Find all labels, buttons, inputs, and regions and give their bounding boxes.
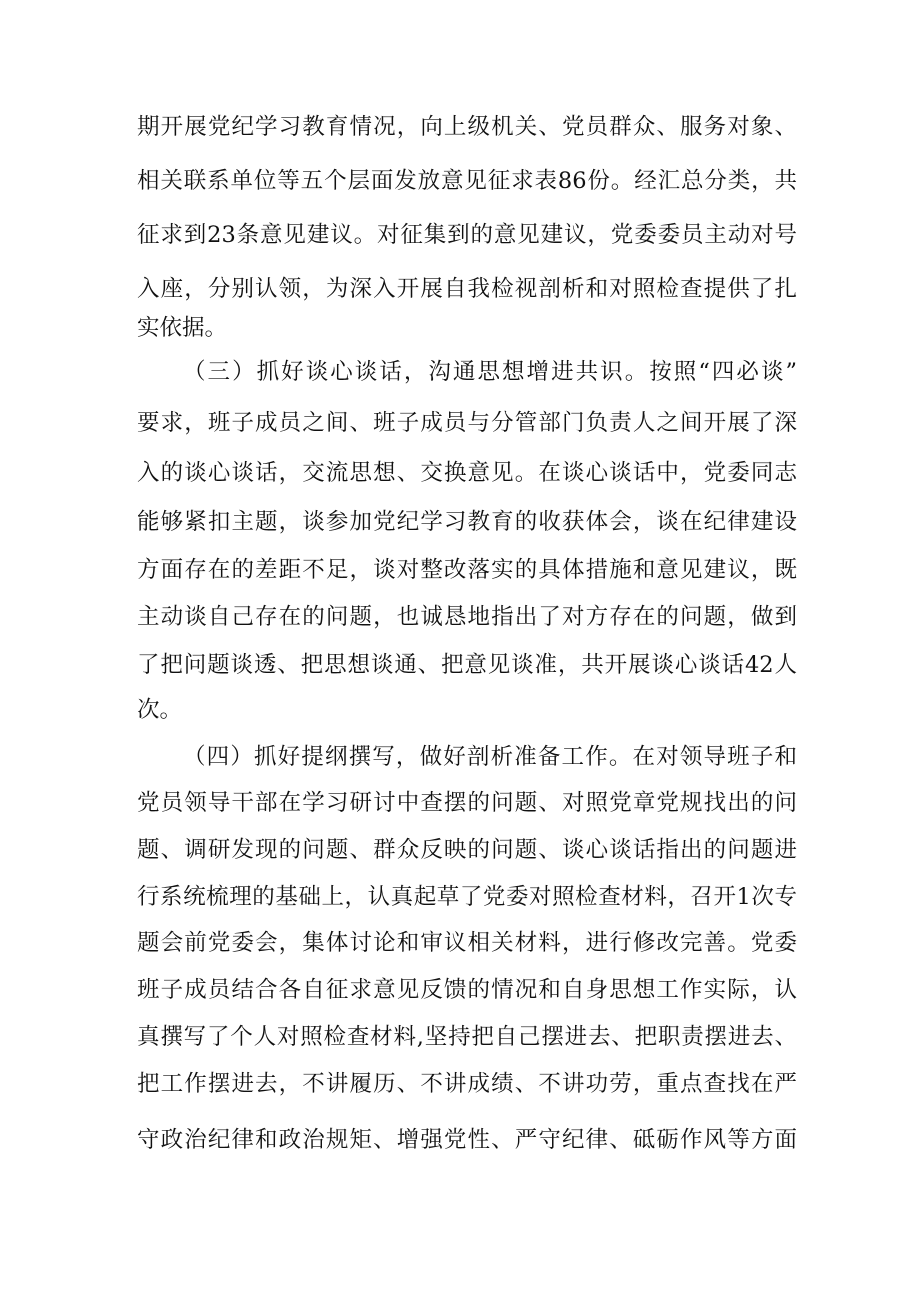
- text-line: 方面存在的差距不足，谈对整改落实的具体措施和意见建议，既: [137, 557, 797, 583]
- text-line: 征求到23条意见建议。对征集到的意见建议，党委委员主动对号: [137, 222, 797, 248]
- section-heading-line: （三）抓好谈心谈话，沟通思想增进共识。按照“四必谈”: [183, 359, 797, 385]
- text-line: 党员领导干部在学习研讨中查摆的问题、对照党章党规找出的问: [137, 790, 797, 816]
- text-line: 守政治纪律和政治规矩、增强党性、严守纪律、砥砺作风等方面: [137, 1127, 797, 1153]
- text-line: 题会前党委会，集体讨论和审议相关材料，进行修改完善。党委: [137, 930, 797, 956]
- text-line: 题、调研发现的问题、群众反映的问题、谈心谈话指出的问题进: [137, 837, 797, 863]
- text-line: 次。: [137, 697, 183, 723]
- text-line: 期开展党纪学习教育情况，向上级机关、党员群众、服务对象、: [137, 114, 797, 140]
- text-line: 班子成员结合各自征求意见反馈的情况和自身思想工作实际，认: [137, 977, 797, 1003]
- text-line: 入的谈心谈话，交流思想、交换意见。在谈心谈话中，党委同志: [137, 460, 797, 486]
- text-line: 实依据。: [137, 315, 228, 341]
- text-line: 了把问题谈透、把思想谈通、把意见谈准，共开展谈心谈话42人: [137, 652, 797, 678]
- section-heading-line: （四）抓好提纲撰写，做好剖析准备工作。在对领导班子和: [183, 744, 797, 770]
- text-line: 要求，班子成员之间、班子成员与分管部门负责人之间开展了深: [137, 410, 797, 436]
- text-line: 把工作摆进去，不讲履历、不讲成绩、不讲功劳，重点查找在严: [137, 1071, 797, 1097]
- text-line: 能够紧扣主题，谈参加党纪学习教育的收获体会，谈在纪律建设: [137, 509, 797, 535]
- text-line: 入座，分别认领，为深入开展自我检视剖析和对照检查提供了扎: [137, 276, 797, 302]
- text-line: 真撰写了个人对照检查材料,坚持把自己摆进去、把职责摆进去、: [137, 1024, 797, 1050]
- text-line: 主动谈自己存在的问题，也诚恳地指出了对方存在的问题，做到: [137, 604, 797, 630]
- text-line: 行系统梳理的基础上，认真起草了党委对照检查材料，召开1次专: [137, 884, 797, 910]
- text-line: 相关联系单位等五个层面发放意见征求表86份。经汇总分类，共: [137, 168, 797, 194]
